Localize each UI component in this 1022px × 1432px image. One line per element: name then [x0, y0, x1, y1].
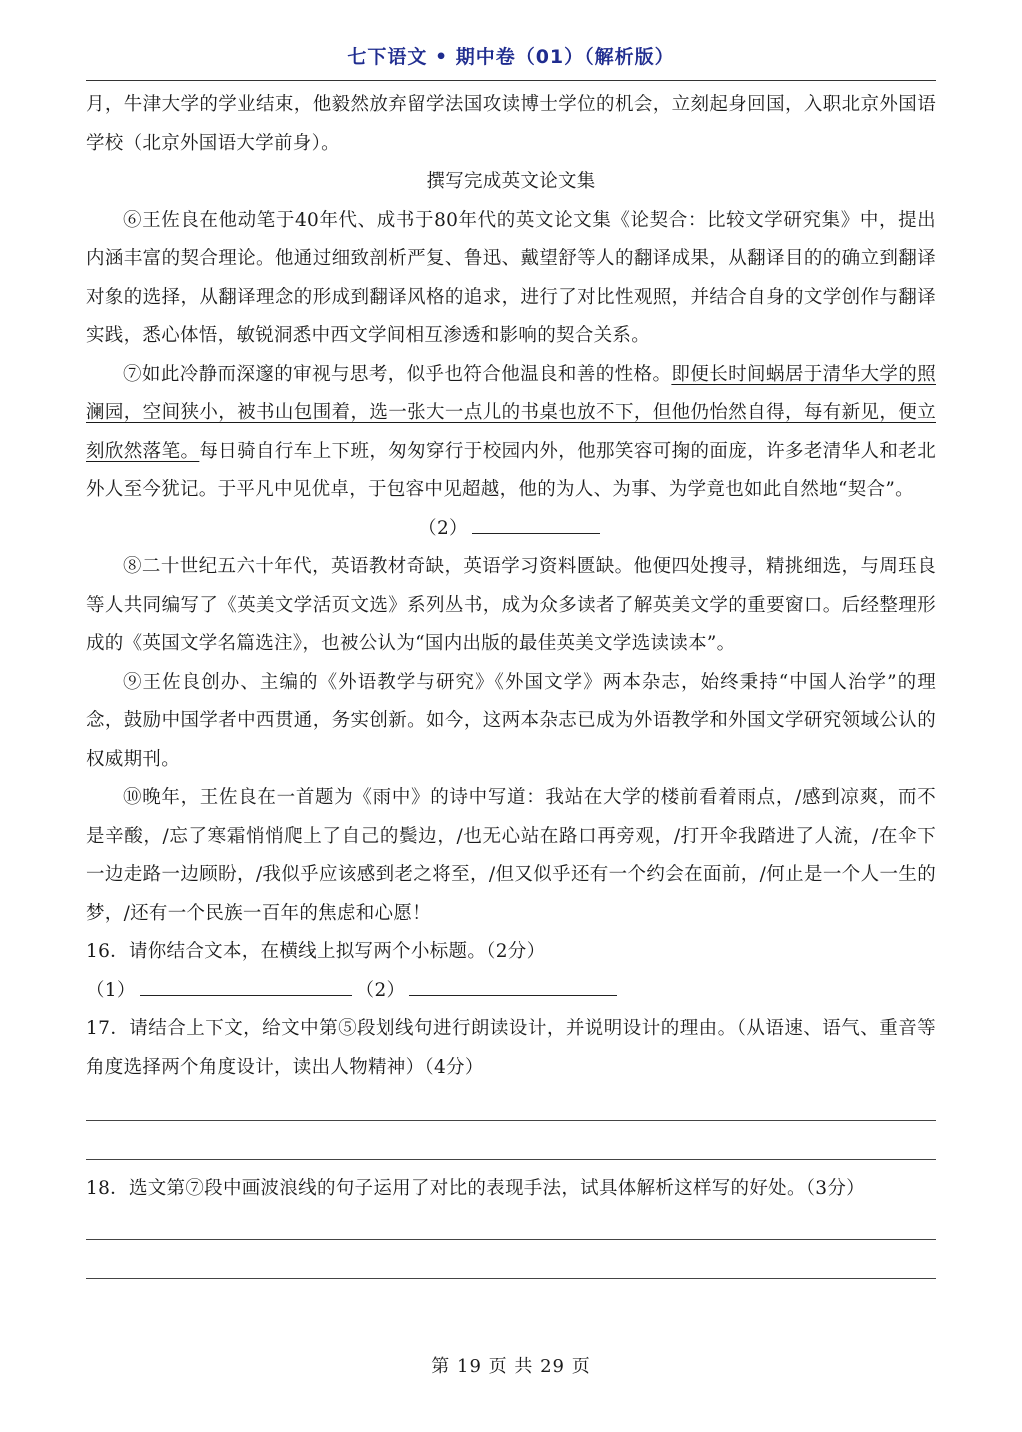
paragraph-10: ⑩晚年，王佐良在一首题为《雨中》的诗中写道：我站在大学的楼前看着雨点，/感到凉爽，而不是辛酸，/忘了寒霜悄悄爬上了自己的鬓边，/也无心站在路口再旁观，/打开伞我踏进了人流，/在伞下一边走路一边顾盼，/我似乎应该感到老之将至，/但又似乎还有一个约会在面前，/何止是一个人一生的梦，/还有一个民族一百年的焦虑和心愿！ [86, 787, 936, 924]
paragraph-9: ⑨王佐良创办、主编的《外语教学与研究》《外国文学》两本杂志，始终秉持“中国人治学”的理念，鼓励中国学者中西贯通，务实创新。如今，这两本杂志已成为外语教学和外国文学研究领域公认的权威期刊。 [86, 671, 936, 770]
question-17: 17．请结合上下文，给文中第⑤段划线句进行朗读设计，并说明设计的理由。（从语速、语气、重音等角度选择两个角度设计，读出人物精神）（4分） [86, 1018, 936, 1078]
question-16: 16．请你结合文本，在横线上拟写两个小标题。（2分） [86, 941, 546, 962]
paragraph-7-intro: ⑦如此冷静而深邃的审视与思考，似乎也符合他温良和善的性格。 [123, 363, 672, 385]
page-number-footer: 第 19 页 共 29 页 [431, 1356, 591, 1377]
section-title-2 [86, 510, 936, 549]
section-title-1: 撰写完成英文论文集 [426, 171, 596, 192]
question-16-blank-2[interactable] [409, 975, 617, 996]
paragraph-continued: 月，牛津大学的学业结束，他毅然放弃留学法国攻读博士学位的机会，立刻起身回国，入职北京外国语学校（北京外国语大学前身）。 [86, 94, 936, 154]
question-16-answers [86, 972, 936, 1011]
header-divider [86, 80, 936, 81]
question-16-label-1: （1） [86, 979, 136, 1001]
question-18-answer-line-2[interactable] [86, 1278, 936, 1279]
section-title-2-label: （2） [418, 517, 468, 539]
paragraph-7-wavy-underlined-sentence: 即便长时间蜗居于清华大学的照澜园，空间狭小，被书山包围着，选一张大一点儿的书桌也放不下，但他仍怡然自得，每有新见，便立刻欣然落笔。 [86, 363, 936, 462]
paragraph-6: ⑥王佐良在他动笔于40年代、成书于80年代的英文论文集《论契合：比较文学研究集》中，提出内涵丰富的契合理论。他通过细致剖析严复、鲁迅、戴望舒等人的翻译成果，从翻译目的的确立到翻译对象的选择，从翻译理念的形成到翻译风格的追求，进行了对比性观照，并结合自身的文学创作与翻译实践，悉心体悟，敏锐洞悉中西文学间相互渗透和影响的契合关系。 [86, 209, 936, 346]
question-16-blank-1[interactable] [140, 975, 352, 996]
paragraph-7-rest: 每日骑自行车上下班，匆匆穿行于校园内外，他那笑容可掬的面庞，许多老清华人和老北外人至今犹记。于平凡中见优卓，于包容中见超越，他的为人、为事、为学竟也如此自然地“契合”。 [86, 440, 936, 500]
section-title-2-blank[interactable] [472, 513, 600, 534]
paragraph-7 [86, 356, 936, 510]
question-18: 18．选文第⑦段中画波浪线的句子运用了对比的表现手法，试具体解析这样写的好处。（3分） [86, 1178, 865, 1199]
document-body [86, 86, 936, 1279]
paragraph-8: ⑧二十世纪五六十年代，英语教材奇缺，英语学习资料匮缺。他便四处搜寻，精挑细选，与周珏良等人共同编写了《英美文学活页文选》系列丛书，成为众多读者了解英美文学的重要窗口。后经整理形成的《英国文学名篇选注》，也被公认为“国内出版的最佳英美文学选读读本”。 [86, 556, 936, 654]
question-16-label-2: （2） [355, 979, 406, 1001]
page-header-title: 七下语文 • 期中卷（01）（解析版） [347, 46, 675, 68]
